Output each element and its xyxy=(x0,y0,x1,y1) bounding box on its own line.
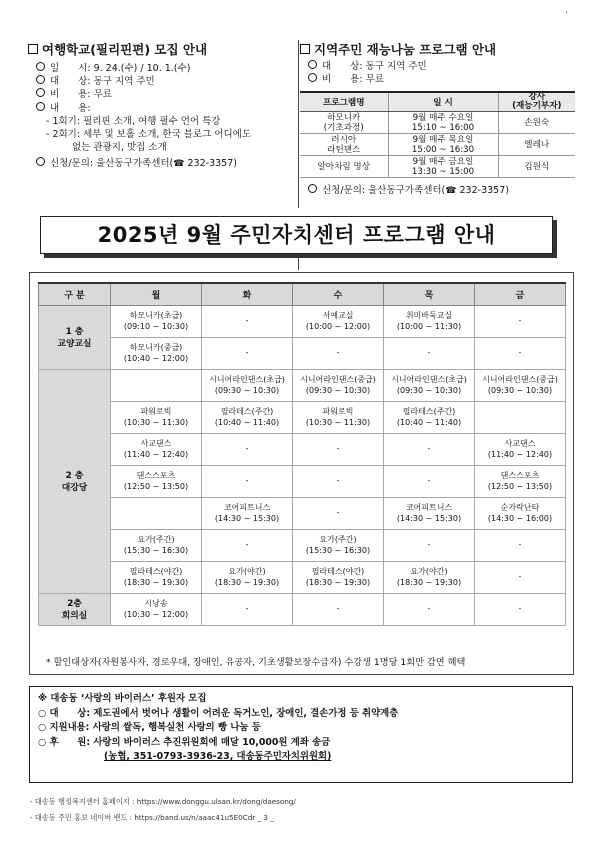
trip-item-label: 비 용 xyxy=(50,89,88,101)
schedule-cell xyxy=(111,434,202,466)
schedule-table xyxy=(38,282,566,626)
sponsor-label: 지원내용: xyxy=(49,722,90,733)
room-cell xyxy=(39,306,111,370)
phone-icon: ☎ xyxy=(173,159,185,170)
trip-item xyxy=(28,62,300,75)
schedule-header-cell: 금 xyxy=(475,283,566,306)
th-program: 프로그램명 xyxy=(300,92,388,112)
class-name: 파워로빅 xyxy=(322,407,354,416)
class-time: (11:40 ~ 12:40) xyxy=(487,449,553,459)
talent-time: 15:00 ~ 16:30 xyxy=(411,144,475,155)
class-name: - xyxy=(245,348,249,358)
room-cell xyxy=(39,370,111,594)
talent-item xyxy=(300,60,575,73)
class-time: (11:40 ~ 12:40) xyxy=(123,449,189,459)
class-name: 사교댄스 xyxy=(504,439,536,448)
class-time: (15:30 ~ 16:30) xyxy=(305,545,371,555)
class-name: 시낭송 xyxy=(144,599,168,608)
trip-item-value: 9. 24.(수) / 10. 1.(수) xyxy=(93,63,191,74)
class-name: - xyxy=(245,540,249,550)
trip-item-value: 무료 xyxy=(93,89,112,101)
class-name: 하모니카(중급) xyxy=(129,343,183,352)
talent-time: 13:30 ~ 15:00 xyxy=(411,166,475,177)
talent-day: 9월 매주 수요일 xyxy=(412,112,474,123)
class-time: (14:30 ~ 15:30) xyxy=(396,513,462,523)
talent-item-label: 대 상 xyxy=(322,61,360,72)
sponsor-value: 제도권에서 벗어나 생활이 어려운 독거노인, 장애인, 결손가정 등 취약계층 xyxy=(93,707,399,719)
sponsor-label: 후 원: xyxy=(49,736,91,748)
class-name: - xyxy=(336,444,340,454)
corner-mark: . xyxy=(565,6,568,16)
schedule-cell xyxy=(202,466,293,498)
schedule-cell xyxy=(475,562,566,594)
schedule-cell xyxy=(475,434,566,466)
schedule-cell xyxy=(293,402,384,434)
trip-session-3: 없는 관광지, 맛집 소개 xyxy=(72,142,167,154)
class-name: - xyxy=(427,604,431,614)
th-datetime: 일 시 xyxy=(388,92,498,112)
class-time: (09:10 ~ 10:30) xyxy=(123,321,189,331)
schedule-cell xyxy=(384,306,475,338)
room-cell xyxy=(39,594,111,626)
class-name: 요가(주간) xyxy=(319,535,357,544)
talent-datetime xyxy=(388,134,498,156)
talent-item-label: 비 용 xyxy=(322,74,360,86)
talent-item-colon: : xyxy=(359,74,366,86)
talent-item xyxy=(300,73,575,86)
trip-item xyxy=(28,88,300,101)
schedule-cell xyxy=(202,498,293,530)
talent-day: 9월 매주 금요일 xyxy=(412,156,474,167)
class-time: (18:30 ~ 19:30) xyxy=(305,577,371,587)
schedule-cell xyxy=(475,338,566,370)
schedule-cell xyxy=(384,594,475,626)
class-time: (10:30 ~ 11:30) xyxy=(305,417,371,427)
talent-teacher: 손원숙 xyxy=(498,112,575,134)
schedule-cell xyxy=(293,306,384,338)
trip-session: - 1회기: 필리핀 소개, 여행 필수 언어 특강 xyxy=(46,115,221,127)
schedule-cell xyxy=(202,306,293,338)
class-name: - xyxy=(245,604,249,614)
schedule-cell xyxy=(293,594,384,626)
talent-teacher: 김원식 xyxy=(498,156,575,178)
schedule-cell xyxy=(384,338,475,370)
sponsor-value: 사랑의 바이러스 추진위원회에 매달 10,000원 계좌 송금 xyxy=(93,736,331,748)
schedule-cell xyxy=(202,530,293,562)
sponsor-label: 대 상: xyxy=(49,707,91,719)
talent-contact: 신청/문의: 울산동구가족센터(☎ 232-3357) xyxy=(300,184,575,198)
class-name: 서예교실 xyxy=(322,311,354,320)
schedule-cell xyxy=(475,306,566,338)
class-name: - xyxy=(245,316,249,326)
schedule-cell xyxy=(384,466,475,498)
trip-item-label: 일 시 xyxy=(50,63,88,74)
class-name: - xyxy=(427,444,431,454)
room-name: 교양교실 xyxy=(57,338,92,349)
schedule-row xyxy=(39,466,566,498)
class-name: 시니어라인댄스(초급) xyxy=(209,375,285,384)
class-name: 시니어라인댄스(중급) xyxy=(482,375,558,384)
class-name: 댄스스포츠 xyxy=(136,471,176,480)
schedule-cell xyxy=(475,530,566,562)
schedule-header-cell: 월 xyxy=(111,283,202,306)
talent-program xyxy=(300,134,388,156)
class-name: - xyxy=(245,476,249,486)
class-name: 하모니카(초급) xyxy=(129,311,183,320)
class-time: (10:40 ~ 11:40) xyxy=(214,417,280,427)
schedule-cell xyxy=(384,434,475,466)
class-time: (10:30 ~ 11:30) xyxy=(123,417,189,427)
page-number: _ 3 _ xyxy=(257,813,274,822)
class-name: - xyxy=(518,348,522,358)
class-time: (10:40 ~ 12:00) xyxy=(123,353,189,363)
class-name: 필라테스(야간) xyxy=(129,567,183,576)
schedule-cell xyxy=(293,466,384,498)
square-bullet-icon xyxy=(300,44,310,54)
class-time: (10:00 ~ 11:30) xyxy=(396,321,462,331)
schedule-row xyxy=(39,562,566,594)
schedule-cell xyxy=(111,498,202,530)
class-name: 취미바둑교실 xyxy=(405,311,453,320)
class-time: (09:30 ~ 10:30) xyxy=(305,385,371,395)
trip-item-value: 동구 지역 주민 xyxy=(93,76,155,88)
talent-item-value: 동구 지역 주민 xyxy=(365,61,427,72)
schedule-cell xyxy=(111,466,202,498)
sponsor-line xyxy=(38,721,398,736)
trip-item-label: 내 용 xyxy=(50,102,88,114)
class-time: (18:30 ~ 19:30) xyxy=(214,577,280,587)
trip-item-colon: : xyxy=(87,102,91,114)
page-title: 2025년 9월 주민자치센터 프로그램 안내 xyxy=(40,216,553,254)
class-time: (10:30 ~ 12:00) xyxy=(123,609,189,619)
talent-row xyxy=(300,156,575,178)
schedule-cell xyxy=(111,338,202,370)
circle-bullet-icon xyxy=(308,60,317,69)
schedule-header xyxy=(39,283,566,306)
class-name: - xyxy=(427,540,431,550)
schedule-cell xyxy=(111,370,202,402)
schedule-cell xyxy=(475,594,566,626)
class-name: - xyxy=(336,604,340,614)
class-name: - xyxy=(336,508,340,518)
schedule-cell xyxy=(475,370,566,402)
room-floor: 1 층 xyxy=(65,326,84,337)
trip-contact: 신청/문의: 울산동구가족센터(☎ 232-3357) xyxy=(28,157,300,171)
footer-band: - 대송동 주민 홍보 네이버 밴드 : https://band.us/n/aaac41u5E0Cdr _ 3 _ xyxy=(30,813,274,822)
schedule-header-cell: 구 분 xyxy=(39,283,111,306)
trip-item-colon: : xyxy=(87,63,94,74)
class-time: (14:30 ~ 16:00) xyxy=(487,513,553,523)
circle-bullet-icon xyxy=(36,62,45,71)
schedule-header-cell: 수 xyxy=(293,283,384,306)
talent-title: 지역주민 재능나눔 프로그램 안내 xyxy=(300,40,575,58)
talent-program-name: 알아차림 명상 xyxy=(317,161,371,172)
class-name: 순가락난타 xyxy=(500,503,540,512)
schedule-cell xyxy=(384,530,475,562)
trip-title: 여행학교(필리핀편) 모집 안내 xyxy=(28,40,300,58)
hollow-circle-icon: ○ xyxy=(38,736,50,748)
square-bullet-icon xyxy=(28,44,38,54)
class-name: - xyxy=(427,476,431,486)
trip-item-colon: : xyxy=(87,89,94,101)
class-time: (12:50 ~ 13:50) xyxy=(123,481,189,491)
schedule-header-cell: 화 xyxy=(202,283,293,306)
schedule-cell xyxy=(111,402,202,434)
schedule-row xyxy=(39,402,566,434)
class-time: (18:30 ~ 19:30) xyxy=(123,577,189,587)
talent-program xyxy=(300,156,388,178)
schedule-cell xyxy=(384,562,475,594)
schedule-cell xyxy=(111,594,202,626)
class-name: - xyxy=(518,604,522,614)
th-teacher: 강사 (재능기부자) xyxy=(498,92,575,112)
class-name: 요가(야간) xyxy=(410,567,448,576)
room-floor: 2층 xyxy=(67,598,82,609)
class-name: - xyxy=(427,348,431,358)
schedule-cell xyxy=(293,498,384,530)
talent-item-colon: : xyxy=(359,61,366,72)
talent-datetime xyxy=(388,112,498,134)
room-name: 회의실 xyxy=(61,610,88,621)
footer-homepage: - 대송동 행정복지센터 홈페이지 : https://www.donggu.ulsan.kr/dong/daesong/ xyxy=(30,797,296,806)
schedule-cell xyxy=(384,498,475,530)
class-name: 시니어라인댄스(초급) xyxy=(391,375,467,384)
room-name: 대강당 xyxy=(61,482,88,493)
class-name: 필라테스(주간) xyxy=(220,407,274,416)
schedule-row xyxy=(39,594,566,626)
schedule-cell xyxy=(384,370,475,402)
class-name: - xyxy=(518,572,522,582)
class-name: 필라테스(주간) xyxy=(402,407,456,416)
talent-section xyxy=(300,40,575,199)
class-time: (10:00 ~ 12:00) xyxy=(305,321,371,331)
schedule-cell xyxy=(202,370,293,402)
sponsor-value: 사랑의 쌀독, 행복실천 사랑의 빵 나눔 등 xyxy=(92,722,261,733)
class-name: 코어피트니스 xyxy=(405,503,453,512)
hollow-circle-icon: ○ xyxy=(38,722,50,733)
talent-datetime xyxy=(388,156,498,178)
sponsor-line xyxy=(38,707,398,722)
trip-session: - 2회기: 세부 및 보홀 소개, 한국 블로그 어디에도 xyxy=(46,129,252,141)
schedule-box xyxy=(29,272,574,675)
circle-bullet-icon xyxy=(308,184,317,193)
talent-time: 15:10 ~ 16:00 xyxy=(411,122,475,133)
schedule-cell xyxy=(384,402,475,434)
sponsor-line xyxy=(38,736,398,751)
talent-row xyxy=(300,112,575,134)
class-time: (09:30 ~ 10:30) xyxy=(214,385,280,395)
talent-teacher: 엘레나 xyxy=(498,134,575,156)
column-divider xyxy=(298,40,299,208)
class-name: 필라테스(야간) xyxy=(311,567,365,576)
trip-item xyxy=(28,75,300,88)
class-time: (10:40 ~ 11:40) xyxy=(396,417,462,427)
class-time: (12:50 ~ 13:50) xyxy=(487,481,553,491)
trip-item-colon: : xyxy=(87,76,94,88)
sponsor-box xyxy=(29,686,573,783)
class-name: 사교댄스 xyxy=(140,439,172,448)
sponsor-account: (농협, 351-0793-3936-23, 대송동주민자치위원회) xyxy=(104,751,332,762)
circle-bullet-icon xyxy=(36,75,45,84)
class-name: 파워로빅 xyxy=(140,407,172,416)
class-name: 요가(야간) xyxy=(228,567,266,576)
schedule-row xyxy=(39,306,566,338)
class-name: - xyxy=(336,476,340,486)
talent-table xyxy=(300,91,575,178)
schedule-cell xyxy=(111,530,202,562)
class-name: 코어피트니스 xyxy=(223,503,271,512)
class-name: 시니어라인댄스(중급) xyxy=(300,375,376,384)
column-divider-lower xyxy=(298,256,299,270)
sponsor-title: ※ 대송동 ‘사랑의 바이러스’ 후원자 모집 xyxy=(38,693,207,704)
talent-day: 9월 매주 목요일 xyxy=(412,134,474,145)
schedule-cell xyxy=(293,434,384,466)
phone-icon: ☎ xyxy=(445,186,457,197)
schedule-cell xyxy=(475,498,566,530)
talent-program-name: 하모니카 xyxy=(327,112,361,123)
schedule-header-cell: 목 xyxy=(384,283,475,306)
schedule-cell xyxy=(202,562,293,594)
talent-program-sub: 라틴댄스 xyxy=(327,144,361,155)
class-time: (09:30 ~ 10:30) xyxy=(396,385,462,395)
schedule-cell xyxy=(293,562,384,594)
class-time: (18:30 ~ 19:30) xyxy=(396,577,462,587)
circle-bullet-icon xyxy=(308,73,317,82)
discount-note: * 할인대상자(자원봉사자, 경로우대, 장애인, 유공자, 기초생활보장수급자) 수강생 1명당 1회만 감면 혜택 xyxy=(46,657,466,668)
room-floor: 2 층 xyxy=(65,470,84,481)
talent-program-name: 러시아 xyxy=(331,134,357,145)
schedule-row xyxy=(39,530,566,562)
class-name: - xyxy=(336,348,340,358)
schedule-cell xyxy=(293,530,384,562)
schedule-cell xyxy=(475,466,566,498)
talent-table-header xyxy=(300,92,575,112)
talent-row xyxy=(300,134,575,156)
schedule-cell xyxy=(293,338,384,370)
class-name: 댄스스포츠 xyxy=(500,471,540,480)
class-name: - xyxy=(518,540,522,550)
circle-bullet-icon xyxy=(36,88,45,97)
class-name: - xyxy=(518,316,522,326)
schedule-cell xyxy=(111,562,202,594)
talent-program-sub: (기초과정) xyxy=(323,122,364,133)
circle-bullet-icon xyxy=(36,157,45,166)
schedule-row xyxy=(39,370,566,402)
schedule-cell xyxy=(111,306,202,338)
schedule-cell xyxy=(202,594,293,626)
schedule-row xyxy=(39,434,566,466)
schedule-cell xyxy=(293,370,384,402)
class-time: (14:30 ~ 15:30) xyxy=(214,513,280,523)
schedule-cell xyxy=(202,434,293,466)
class-time: (09:30 ~ 10:30) xyxy=(487,385,553,395)
trip-item-label: 대 상 xyxy=(50,76,88,88)
schedule-cell xyxy=(202,338,293,370)
trip-item xyxy=(28,102,300,115)
class-name: 요가(주간) xyxy=(137,535,175,544)
class-name: - xyxy=(245,444,249,454)
schedule-row xyxy=(39,498,566,530)
schedule-cell xyxy=(202,402,293,434)
talent-item-value: 무료 xyxy=(365,74,384,86)
schedule-row xyxy=(39,338,566,370)
hollow-circle-icon: ○ xyxy=(38,707,50,719)
schedule-cell xyxy=(475,402,566,434)
class-time: (15:30 ~ 16:30) xyxy=(123,545,189,555)
talent-program xyxy=(300,112,388,134)
trip-section xyxy=(28,40,300,172)
circle-bullet-icon xyxy=(36,102,45,111)
